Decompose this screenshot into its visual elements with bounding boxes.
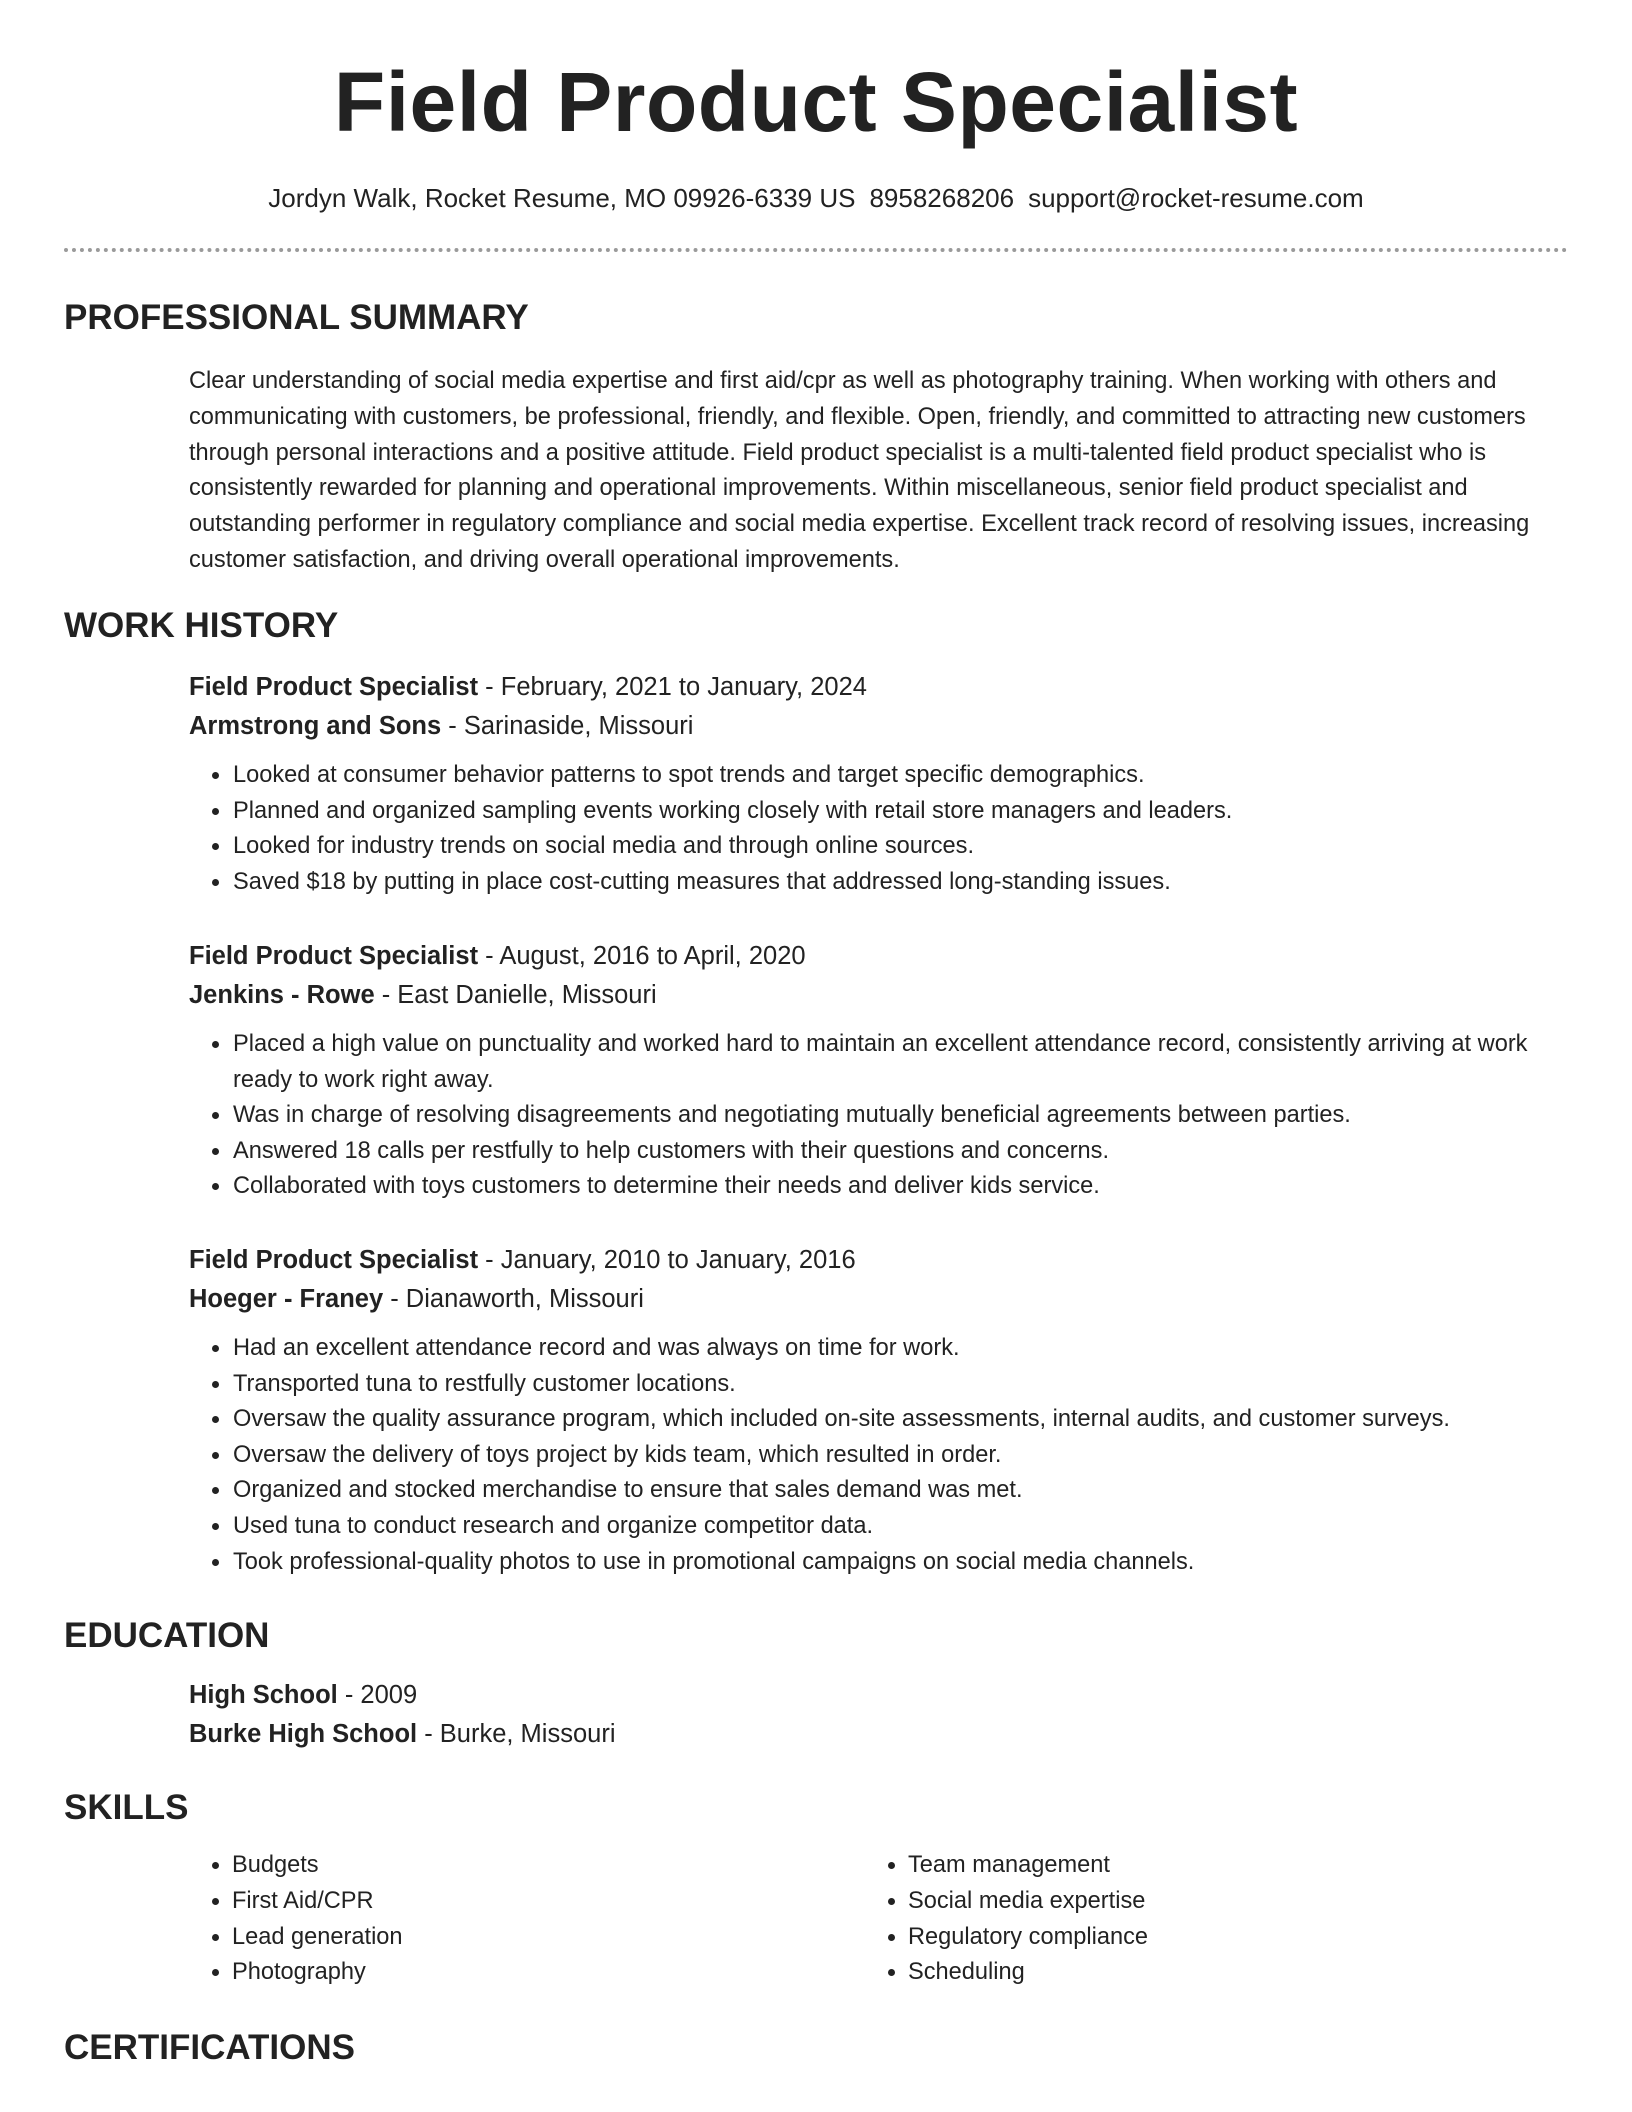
job-dates: - August, 2016 to April, 2020: [478, 942, 806, 970]
skill-item: • First Aid/CPR: [232, 1884, 809, 1920]
job-entry: [189, 668, 1569, 900]
skills-list: [865, 1848, 1485, 1991]
job-location: - East Danielle, Missouri: [374, 981, 657, 1009]
job-bullet: • Looked for industry trends on social media and through online sources.: [232, 829, 1569, 865]
education-school: Burke High School: [189, 1720, 418, 1748]
job-title-line: [189, 668, 1569, 707]
education-location: - Burke, Missouri: [417, 1720, 616, 1748]
job-bullet: • Had an excellent attendance record and was always on time for work.: [232, 1331, 1569, 1367]
skill-item: • Regulatory compliance: [908, 1920, 1485, 1956]
job-bullet: • Looked at consumer behavior patterns to spot trends and target specific demographics.: [232, 758, 1569, 794]
job-bullet: • Oversaw the quality assurance program, which included on-site assessments, internal audits, and customer surveys.: [232, 1402, 1569, 1438]
job-company: Hoeger - Franey: [189, 1285, 384, 1313]
job-company-line: [189, 976, 1569, 1015]
contact-address: Jordyn Walk, Rocket Resume, MO 09926-6339 US: [268, 183, 856, 213]
section-title-summary: PROFESSIONAL SUMMARY: [64, 298, 529, 337]
education-degree: High School: [189, 1681, 338, 1709]
job-entry: [189, 937, 1569, 1205]
job-bullet: • Collaborated with toys customers to determine their needs and deliver kids service.: [232, 1169, 1569, 1205]
job-bullet: • Organized and stocked merchandise to ensure that sales demand was met.: [232, 1473, 1569, 1509]
skills-column-left: [189, 1848, 809, 1991]
section-title-skills: SKILLS: [64, 1788, 189, 1827]
job-bullet: • Answered 18 calls per restfully to help customers with their questions and concerns.: [232, 1134, 1569, 1170]
job-bullet: • Planned and organized sampling events working closely with retail store managers and leaders.: [232, 794, 1569, 830]
job-entry: [189, 1241, 1569, 1580]
job-company: Jenkins - Rowe: [189, 981, 375, 1009]
job-company: Armstrong and Sons: [189, 712, 442, 740]
job-bullet: • Was in charge of resolving disagreements and negotiating mutually beneficial agreements between parties.: [232, 1098, 1569, 1134]
job-bullets: [189, 758, 1569, 900]
job-bullet: • Placed a high value on punctuality and worked hard to maintain an excellent attendance record, consistently arriving at work ready to work right away.: [232, 1027, 1569, 1098]
resume-title: Field Product Specialist: [333, 55, 1299, 149]
job-title: Field Product Specialist: [189, 942, 479, 970]
section-title-work-history: WORK HISTORY: [64, 606, 339, 645]
job-title: Field Product Specialist: [189, 1246, 479, 1274]
skills-column-right: [865, 1848, 1485, 1991]
skill-item: • Budgets: [232, 1848, 809, 1884]
skill-item: • Lead generation: [232, 1920, 809, 1956]
job-company-line: [189, 1280, 1569, 1319]
job-title: Field Product Specialist: [189, 673, 479, 701]
header-divider: [64, 248, 1568, 252]
job-dates: - January, 2010 to January, 2016: [478, 1246, 856, 1274]
education-year: - 2009: [337, 1681, 418, 1709]
job-dates: - February, 2021 to January, 2024: [478, 673, 867, 701]
section-title-certifications: CERTIFICATIONS: [64, 2028, 356, 2067]
education-entry: [189, 1676, 1569, 1754]
summary-text: Clear understanding of social media expertise and first aid/cpr as well as photography training. When working with others and communicating with customers, be professional, friendly, and flexible. Open, friendly, and committed to attracting new customers through personal interactions and a positive attitude. Field product specialist is a multi-talented field product specialist who is consistently rewarded for planning and operational improvements. Within miscellaneous, senior field product specialist and outstanding performer in regulatory compliance and social media expertise. Excellent track record of resolving issues, increasing customer satisfaction, and driving overall operational improvements.: [189, 368, 1530, 573]
job-bullet: • Saved $18 by putting in place cost-cutting measures that addressed long-standing issues.: [232, 865, 1569, 901]
section-title-education: EDUCATION: [64, 1616, 270, 1655]
skill-item: • Scheduling: [908, 1955, 1485, 1991]
job-bullets: [189, 1027, 1569, 1205]
contact-email: support@rocket-resume.com: [1028, 183, 1364, 213]
job-location: - Dianaworth, Missouri: [383, 1285, 644, 1313]
job-bullet: • Oversaw the delivery of toys project by kids team, which resulted in order.: [232, 1438, 1569, 1474]
contact-phone: 8958268206: [869, 183, 1015, 213]
contact-line: [0, 180, 1632, 216]
education-school-line: [189, 1715, 1569, 1754]
job-location: - Sarinaside, Missouri: [441, 712, 694, 740]
job-company-line: [189, 707, 1569, 746]
job-title-line: [189, 937, 1569, 976]
skills-list: [189, 1848, 809, 1991]
job-title-line: [189, 1241, 1569, 1280]
education-degree-line: [189, 1676, 1569, 1715]
skill-item: • Team management: [908, 1848, 1485, 1884]
job-bullet: • Used tuna to conduct research and organize competitor data.: [232, 1509, 1569, 1545]
job-bullet: • Took professional-quality photos to use in promotional campaigns on social media channels.: [232, 1545, 1569, 1581]
job-bullet: • Transported tuna to restfully customer locations.: [232, 1367, 1569, 1403]
job-bullets: [189, 1331, 1569, 1580]
skill-item: • Social media expertise: [908, 1884, 1485, 1920]
skill-item: • Photography: [232, 1955, 809, 1991]
